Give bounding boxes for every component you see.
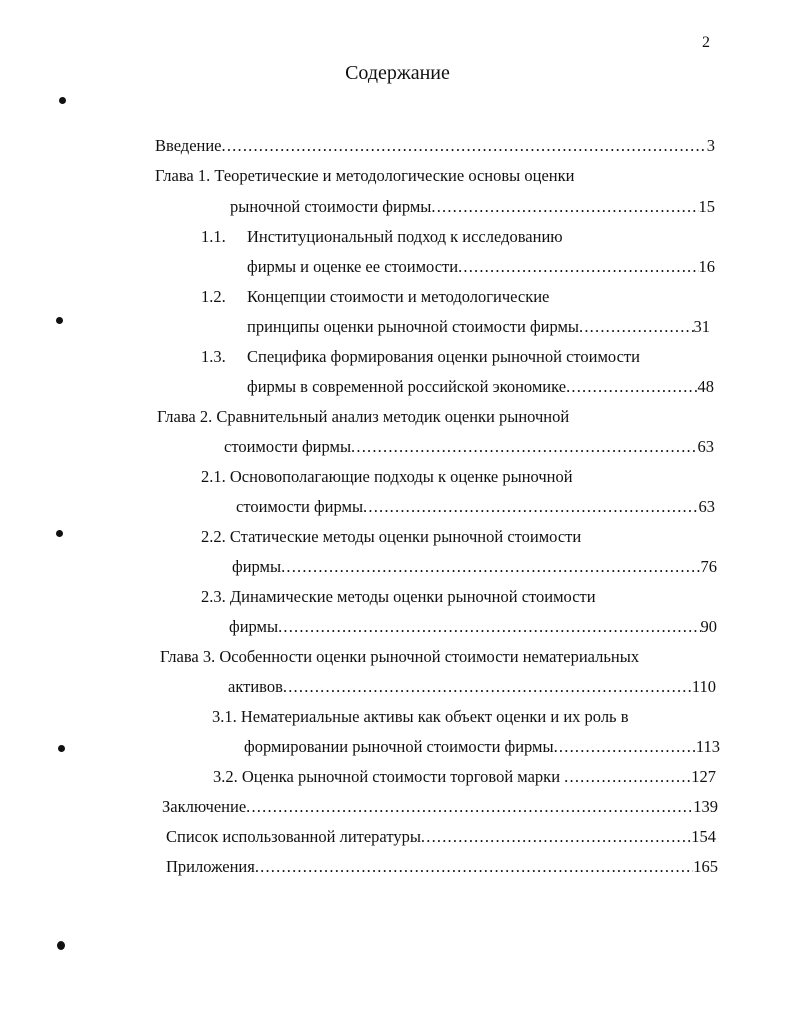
- toc-section-1-2-title: 1.2. Концепции стоимости и методологические: [201, 287, 550, 306]
- toc-section-2-3-title: 2.3. Динамические методы оценки рыночной стоимости: [201, 587, 596, 606]
- toc-entry-appendix: [166, 857, 718, 877]
- toc-entry-page: 48: [697, 377, 714, 396]
- leader-dots: [421, 827, 691, 847]
- leader-dots: [246, 797, 693, 817]
- toc-section-2-1: [236, 497, 715, 517]
- leader-dots: [554, 737, 696, 757]
- toc-entry-page: 127: [691, 767, 716, 786]
- toc-entry-label: 3.2. Оценка рыночной стоимости торговой марки: [213, 767, 565, 786]
- toc-section-3-1: [244, 737, 720, 757]
- toc-entry-page: 63: [697, 437, 714, 456]
- toc-entry-label: формировании рыночной стоимости фирмы: [244, 737, 554, 756]
- page-number: 2: [702, 34, 710, 51]
- toc-entry-page: 15: [698, 197, 715, 216]
- toc-chapter-1-title: Глава 1. Теоретические и методологические основы оценки: [155, 166, 575, 185]
- toc-entry-label: фирмы: [232, 557, 282, 576]
- toc-entry-intro: [155, 136, 715, 156]
- leader-dots: [579, 317, 693, 337]
- toc-entry-conclusion: [162, 797, 718, 817]
- toc-entry-page: 110: [691, 677, 716, 696]
- toc-entry-label: фирмы и оценке ее стоимости: [247, 257, 459, 276]
- toc-section-2-2: [232, 557, 717, 577]
- toc-chapter-1: [230, 197, 715, 217]
- toc-chapter-2: [224, 437, 714, 457]
- toc-entry-label: стоимости фирмы: [236, 497, 364, 516]
- punch-hole-mark: [57, 941, 65, 950]
- leader-dots: [564, 767, 691, 787]
- toc-section-2-1-title: 2.1. Основополагающие подходы к оценке рыночной: [201, 467, 573, 486]
- toc-entry-label: принципы оценки рыночной стоимости фирмы: [247, 317, 580, 336]
- toc-section-1-3-title: 1.3. Специфика формирования оценки рыночной стоимости: [201, 347, 640, 366]
- toc-entry-page: 63: [698, 497, 715, 516]
- punch-hole-mark: [59, 97, 66, 104]
- toc-entry-page: 16: [698, 257, 715, 276]
- leader-dots: [363, 497, 698, 517]
- toc-entry-page: 76: [700, 557, 717, 576]
- leader-dots: [283, 677, 692, 697]
- toc-section-1-2: [247, 317, 710, 337]
- toc-section-3-1-title: 3.1. Нематериальные активы как объект оценки и их роль в: [212, 707, 629, 726]
- toc-entry-page: 31: [693, 317, 710, 336]
- toc-entry-label: фирмы в современной российской экономике: [247, 377, 567, 396]
- toc-entry-page: 3: [706, 136, 715, 155]
- section-number: 1.3.: [201, 347, 226, 366]
- leader-dots: [458, 257, 698, 277]
- toc-section-2-3: [229, 617, 717, 637]
- toc-entry-label: Заключение: [162, 797, 247, 816]
- page-title: Содержание: [345, 62, 450, 84]
- toc-entry-label: рыночной стоимости фирмы: [230, 197, 432, 216]
- punch-hole-mark: [58, 745, 65, 752]
- toc-entry-label: Список использованной литературы: [166, 827, 421, 846]
- punch-hole-mark: [56, 530, 63, 537]
- toc-section-1-1: [247, 257, 715, 277]
- leader-dots: [255, 857, 693, 877]
- toc-entry-page: 113: [695, 737, 720, 756]
- toc-section-3-2: [213, 767, 716, 787]
- toc-chapter-3-title: Глава 3. Особенности оценки рыночной стоимости нематериальных: [160, 647, 640, 666]
- toc-entry-label: стоимости фирмы: [224, 437, 352, 456]
- toc-entry-label: активов: [228, 677, 283, 696]
- toc-entry-page: 154: [691, 827, 716, 846]
- punch-hole-mark: [56, 317, 63, 324]
- toc-entry-label: фирмы: [229, 617, 279, 636]
- section-number: 1.2.: [201, 287, 226, 306]
- toc-entry-label: Введение: [155, 136, 222, 155]
- toc-entry-page: 165: [693, 857, 718, 876]
- leader-dots: [431, 197, 698, 217]
- toc-entry-page: 90: [700, 617, 717, 636]
- leader-dots: [566, 377, 697, 397]
- leader-dots: [222, 136, 707, 156]
- leader-dots: [281, 557, 700, 577]
- toc-entry-references: [166, 827, 716, 847]
- toc-section-2-2-title: 2.2. Статические методы оценки рыночной стоимости: [201, 527, 582, 546]
- toc-section-1-1-title: 1.1. Институциональный подход к исследованию: [201, 227, 563, 246]
- leader-dots: [351, 437, 697, 457]
- toc-section-1-3: [247, 377, 714, 397]
- toc-entry-label: Приложения: [166, 857, 255, 876]
- leader-dots: [278, 617, 700, 637]
- toc-chapter-2-title: Глава 2. Сравнительный анализ методик оценки рыночной: [157, 407, 570, 426]
- toc-entry-page: 139: [693, 797, 718, 816]
- toc-chapter-3: [228, 677, 716, 697]
- section-number: 1.1.: [201, 227, 226, 246]
